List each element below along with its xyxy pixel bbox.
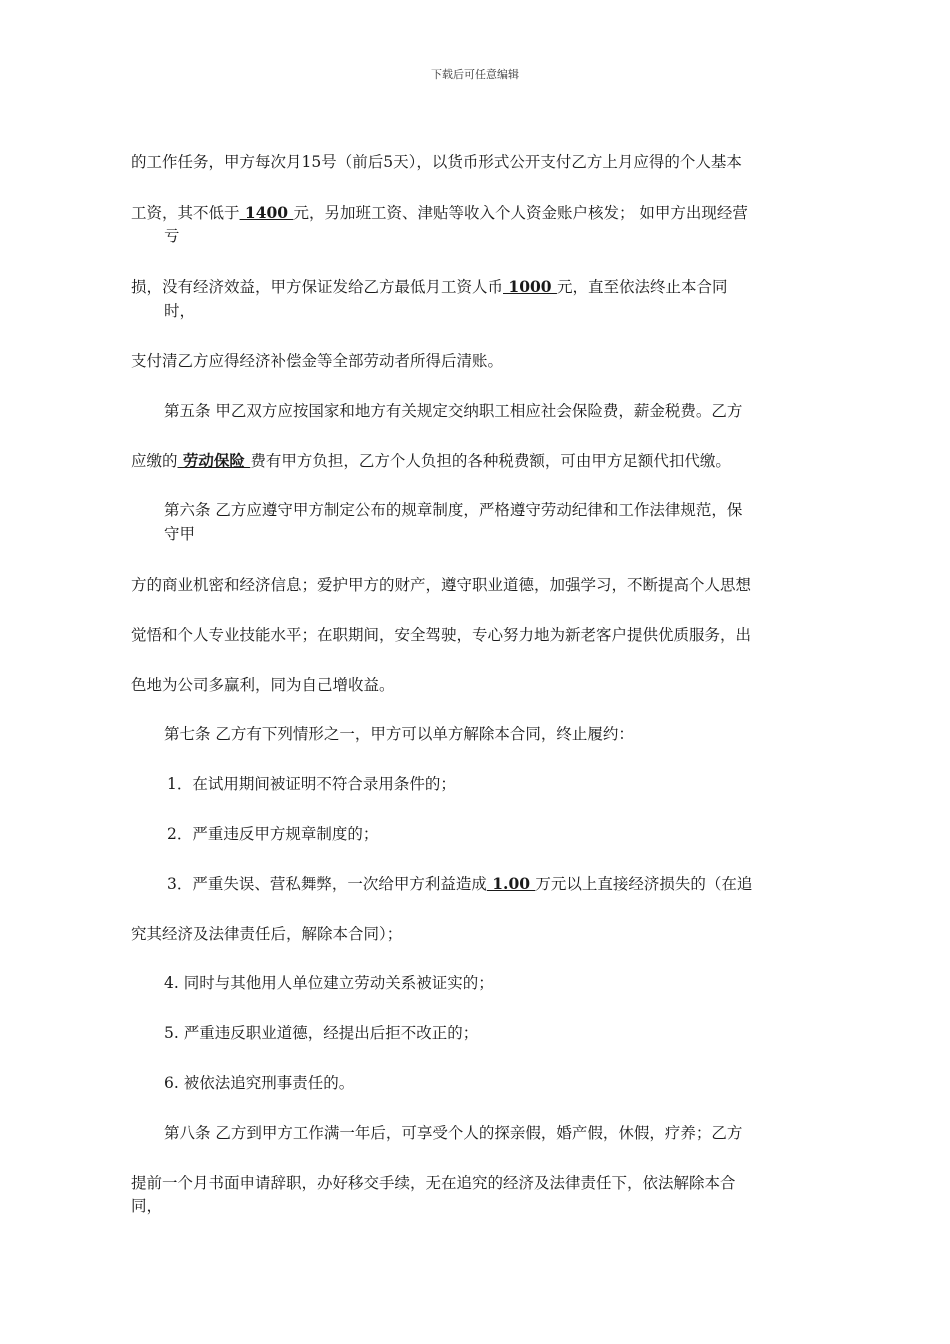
body-line: 色地为公司多赢利，同为自己增收益。 bbox=[131, 676, 395, 694]
wrapped-fragment: 时， bbox=[164, 302, 196, 320]
body-line: 应缴的 劳动保险 费有甲方负担，乙方个人负担的各种税费额，可由甲方足额代扣代缴。 bbox=[131, 451, 731, 470]
body-line: 提前一个月书面申请辞职，办好移交手续，无在追究的经济及法律责任下，依法解除本合 bbox=[131, 1174, 736, 1192]
article-8-heading-line: 第八条 乙方到甲方工作满一年后，可享受个人的探亲假，婚产假，休假，疗养；乙方 bbox=[164, 1124, 743, 1142]
salary-amount-blank: 1400 bbox=[239, 203, 294, 222]
list-item: 1．在试用期间被证明不符合录用条件的； bbox=[167, 775, 456, 793]
wrapped-fragment: 守甲 bbox=[164, 525, 196, 543]
body-line: 方的商业机密和经济信息；爱护甲方的财产，遵守职业道德，加强学习，不断提高个人思想 bbox=[131, 576, 752, 594]
wrapped-fragment: 亏 bbox=[164, 227, 180, 245]
body-line: 支付清乙方应得经济补偿金等全部劳动者所得后清账。 bbox=[131, 352, 504, 370]
list-item: 2．严重违反甲方规章制度的； bbox=[167, 825, 379, 843]
list-item: 6. 被依法追究刑事责任的。 bbox=[164, 1074, 355, 1092]
body-line: 损，没有经济效益，甲方保证发给乙方最低月工资人币 1000 元，直至依法终止本合同 bbox=[131, 277, 728, 296]
min-wage-amount-blank: 1000 bbox=[503, 277, 557, 296]
list-item: 5. 严重违反职业道德，经提出后拒不改正的； bbox=[164, 1024, 479, 1042]
list-item: 3．严重失误、营私舞弊，一次给甲方利益造成 1.00 万元以上直接经济损失的（在追 bbox=[167, 874, 753, 893]
list-item: 4. 同时与其他用人单位建立劳动关系被证实的； bbox=[164, 974, 494, 992]
page-header-note: 下载后可任意编辑 bbox=[431, 68, 519, 81]
loss-amount-blank: 1.00 bbox=[486, 874, 536, 893]
insurance-blank: 劳动保险 bbox=[177, 451, 251, 470]
body-line: 工资，其不低于 1400 元，另加班工资、津贴等收入个人资金账户核发； 如甲方出现经营 bbox=[131, 203, 748, 222]
wrapped-fragment: 同， bbox=[131, 1197, 163, 1215]
body-line: 究其经济及法律责任后，解除本合同）； bbox=[131, 925, 403, 943]
article-6-heading-line: 第六条 乙方应遵守甲方制定公布的规章制度，严格遵守劳动纪律和工作法律规范，保 bbox=[164, 501, 743, 519]
article-5-heading-line: 第五条 甲乙双方应按国家和地方有关规定交纳职工相应社会保险费，薪金税费。乙方 bbox=[164, 402, 743, 420]
body-line: 觉悟和个人专业技能水平；在职期间，安全驾驶，专心努力地为新老客户提供优质服务，出 bbox=[131, 626, 752, 644]
article-7-heading-line: 第七条 乙方有下列情形之一，甲方可以单方解除本合同，终止履约： bbox=[164, 725, 634, 743]
body-line: 的工作任务，甲方每次月15号（前后5天），以货币形式公开支付乙方上月应得的个人基本 bbox=[131, 153, 742, 171]
